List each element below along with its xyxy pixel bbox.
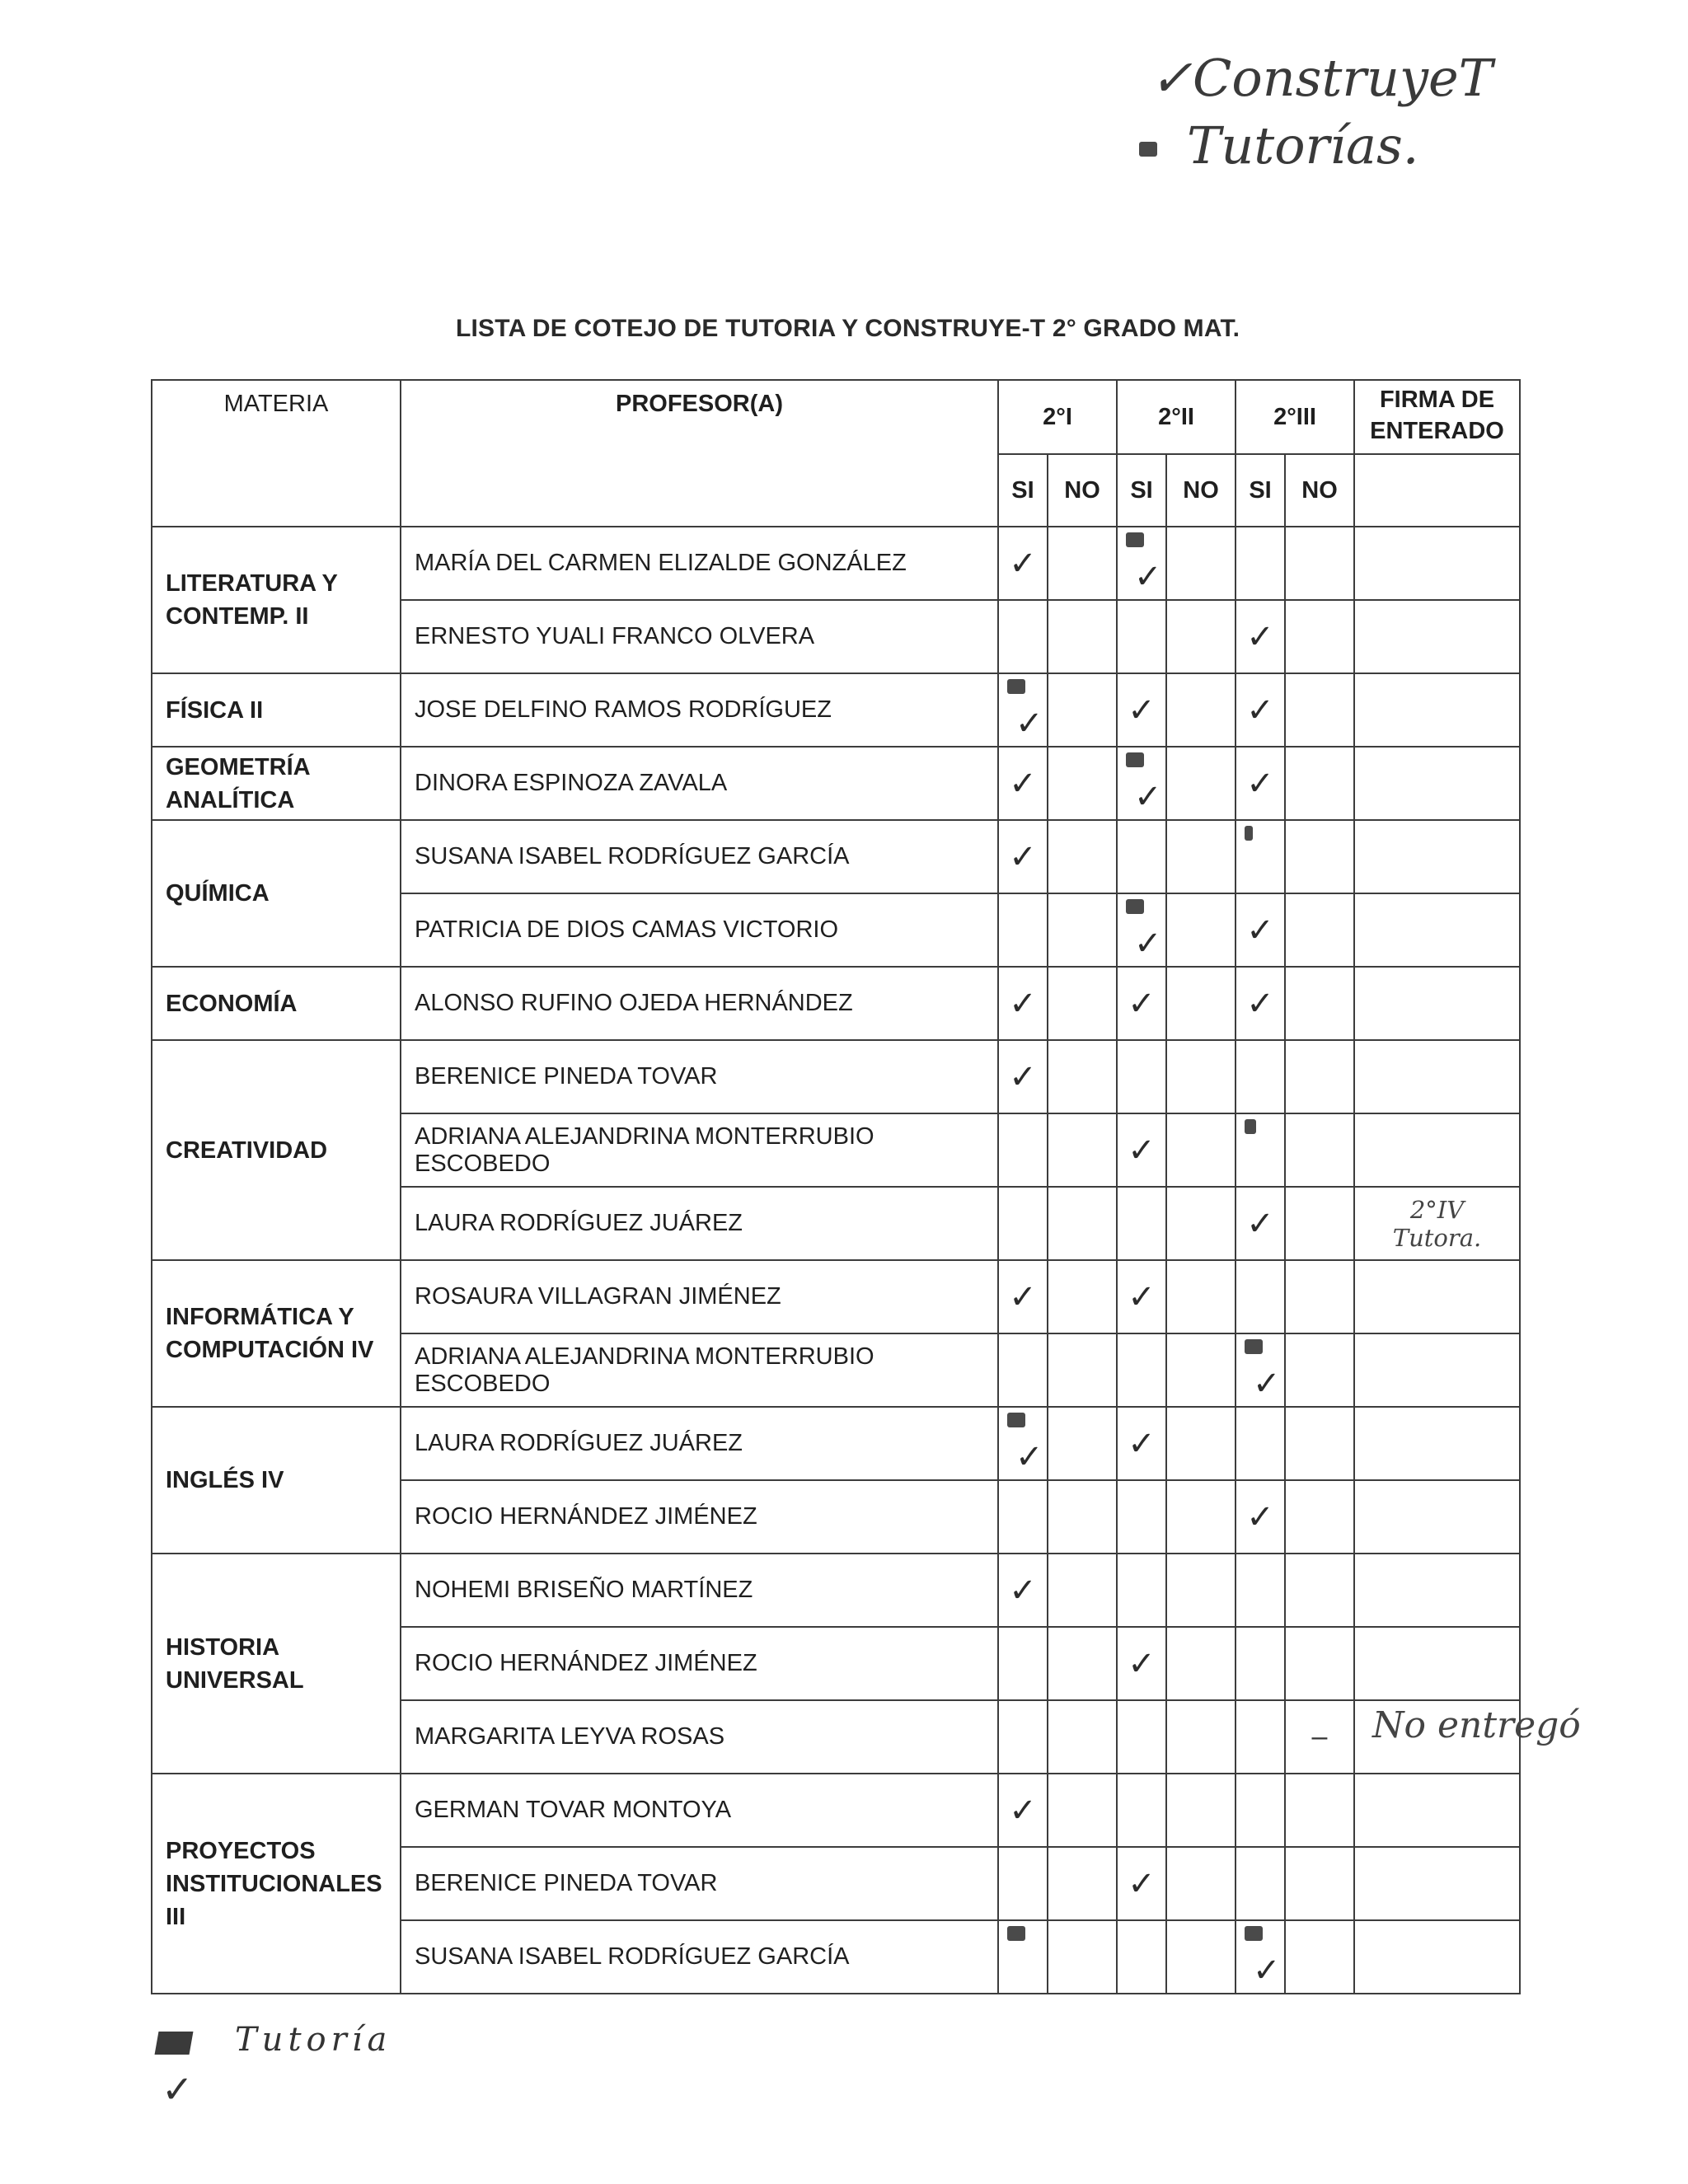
check-mark: ✓ [1015, 705, 1043, 743]
check-mark: ✓ [1009, 1571, 1037, 1610]
subject-historia: HISTORIA UNIVERSAL [152, 1554, 401, 1774]
teacher-name: MARGARITA LEYVA ROSAS [401, 1700, 998, 1774]
subject-geometria: GEOMETRÍA ANALÍTICA [152, 747, 401, 820]
header-no: NO [1166, 454, 1236, 527]
header-no: NO [1048, 454, 1117, 527]
teacher-name: JOSE DELFINO RAMOS RODRÍGUEZ [401, 673, 998, 747]
subject-creatividad: CREATIVIDAD [152, 1040, 401, 1260]
cell-2i-si [998, 1920, 1048, 1994]
teacher-name: NOHEMI BRISEÑO MARTÍNEZ [401, 1554, 998, 1627]
check-mark: ✓ [1253, 1365, 1281, 1403]
teacher-name: LAURA RODRÍGUEZ JUÁREZ [401, 1187, 998, 1260]
handwritten-note-no-entrego: No entregó [1372, 1704, 1581, 1746]
cell-2i-si [998, 967, 1048, 1040]
header-firma-blank [1354, 454, 1520, 527]
check-mark: ✓ [1128, 1424, 1156, 1463]
teacher-name: MARÍA DEL CARMEN ELIZALDE GONZÁLEZ [401, 527, 998, 600]
check-mark: ✓ [1009, 984, 1037, 1023]
teacher-name: ROCIO HERNÁNDEZ JIMÉNEZ [401, 1627, 998, 1700]
cell-2iii-si [1236, 600, 1285, 673]
cell-2iii-si [1236, 1113, 1285, 1187]
check-mark: ✓ [1253, 1952, 1281, 1990]
cell-2ii-si [1117, 1260, 1166, 1333]
subject-quimica: QUÍMICA [152, 820, 401, 967]
check-mark: ✓ [1128, 1864, 1156, 1903]
check-mark: ✓ [1009, 1057, 1037, 1096]
check-mark: ✓ [1134, 778, 1162, 816]
check-mark: ✓ [1246, 764, 1274, 803]
check-mark: ✓ [1128, 984, 1156, 1023]
cell-2iii-si [1236, 1333, 1285, 1407]
cell-2i-si [998, 1407, 1048, 1480]
page-title: LISTA DE COTEJO DE TUTORIA Y CONSTRUYE-T 2° GRADO MAT. [456, 315, 1240, 342]
teacher-name: ADRIANA ALEJANDRINA MONTERRUBIO ESCOBEDO [401, 1113, 998, 1187]
tutoria-square-icon [1126, 532, 1144, 547]
cell-2ii-si [1117, 967, 1166, 1040]
header-firma: FIRMA DE ENTERADO [1354, 380, 1520, 454]
cell-2i-si [998, 1774, 1048, 1847]
handwritten-note-construyet: ✓ConstruyeT [1150, 48, 1493, 108]
cell-2i-si [998, 820, 1048, 893]
teacher-name: ALONSO RUFINO OJEDA HERNÁNDEZ [401, 967, 998, 1040]
check-mark: ✓ [1009, 764, 1037, 803]
header-si: SI [998, 454, 1048, 527]
cell-2i-si [998, 673, 1048, 747]
tutoria-square-icon [1126, 752, 1144, 767]
teacher-name: SUSANA ISABEL RODRÍGUEZ GARCÍA [401, 1920, 998, 1994]
check-mark: ✓ [1134, 558, 1162, 596]
tutoria-square-icon [1139, 142, 1157, 157]
cell-2iii-no [1285, 1700, 1354, 1774]
check-mark: ✓ [1009, 1277, 1037, 1316]
cell-2ii-si [1117, 1847, 1166, 1920]
teacher-name: LAURA RODRÍGUEZ JUÁREZ [401, 1407, 998, 1480]
firma-note: 2°IV Tutora. [1354, 1187, 1520, 1260]
cell-2iii-si [1236, 893, 1285, 967]
cell-2ii-si [1117, 893, 1166, 967]
cell-2ii-si [1117, 673, 1166, 747]
check-mark: ✓ [1128, 1277, 1156, 1316]
header-profesor: PROFESOR(A) [401, 380, 998, 527]
check-mark: ✓ [1246, 1497, 1274, 1536]
tutoria-square-icon [1126, 899, 1144, 914]
check-mark: ✓ [1015, 1438, 1043, 1476]
cell-2ii-si [1117, 1407, 1166, 1480]
teacher-name: ROCIO HERNÁNDEZ JIMÉNEZ [401, 1480, 998, 1554]
header-group-2iii: 2°III [1236, 380, 1354, 454]
cell-2iii-si [1236, 1920, 1285, 1994]
cell-2i-si [998, 527, 1048, 600]
check-mark: ✓ [1134, 925, 1162, 963]
cell-2ii-si [1117, 747, 1166, 820]
subject-proyectos: PROYECTOS INSTITUCIONALES III [152, 1774, 401, 1994]
header-si: SI [1117, 454, 1166, 527]
header-materia: MATERIA [152, 380, 401, 527]
cell-2iii-si [1236, 673, 1285, 747]
cell-2iii-si [1236, 1187, 1285, 1260]
check-mark: ✓ [1128, 1644, 1156, 1683]
subject-economia: ECONOMÍA [152, 967, 401, 1040]
legend-tutoria-label: Tutoría [235, 2021, 392, 2059]
tutoria-square-icon [1245, 1119, 1256, 1134]
tutoria-square-icon [1245, 1926, 1263, 1941]
tutoria-square-icon [1007, 1926, 1025, 1941]
teacher-name: SUSANA ISABEL RODRÍGUEZ GARCÍA [401, 820, 998, 893]
cell-2iii-si [1236, 1480, 1285, 1554]
tutoria-square-icon [1245, 1339, 1263, 1354]
subject-fisica: FÍSICA II [152, 673, 401, 747]
check-mark: ✓ [1246, 691, 1274, 729]
cell-2i-si [998, 747, 1048, 820]
dash-mark: – [1311, 1721, 1328, 1752]
cell-2i-si [998, 1554, 1048, 1627]
teacher-name: BERENICE PINEDA TOVAR [401, 1847, 998, 1920]
tutoria-square-icon [1245, 826, 1253, 841]
cell-2iii-si [1236, 747, 1285, 820]
legend-square-icon [155, 2032, 194, 2055]
teacher-name: ERNESTO YUALI FRANCO OLVERA [401, 600, 998, 673]
cell-2ii-si [1117, 527, 1166, 600]
check-mark: ✓ [1128, 691, 1156, 729]
check-mark: ✓ [1246, 1204, 1274, 1243]
subject-ingles: INGLÉS IV [152, 1407, 401, 1554]
subject-literatura: LITERATURA Y CONTEMP. II [152, 527, 401, 673]
header-si: SI [1236, 454, 1285, 527]
check-mark: ✓ [1009, 837, 1037, 876]
tutoria-square-icon [1007, 679, 1025, 694]
tutoria-square-icon [1007, 1413, 1025, 1427]
cell-2i-si [998, 1260, 1048, 1333]
check-mark: ✓ [1128, 1131, 1156, 1169]
legend-check-icon: ✓ [162, 2067, 194, 2111]
header-group-2ii: 2°II [1117, 380, 1236, 454]
check-mark: ✓ [1246, 911, 1274, 949]
teacher-name: PATRICIA DE DIOS CAMAS VICTORIO [401, 893, 998, 967]
handwritten-note-tutorias: Tutorías. [1187, 115, 1419, 176]
header-group-2i: 2°I [998, 380, 1117, 454]
cell-2i-si [998, 1040, 1048, 1113]
teacher-name: ROSAURA VILLAGRAN JIMÉNEZ [401, 1260, 998, 1333]
check-mark: ✓ [1009, 1791, 1037, 1830]
check-mark: ✓ [1246, 617, 1274, 656]
cell-2iii-si [1236, 967, 1285, 1040]
check-mark: ✓ [1009, 544, 1037, 583]
teacher-name: DINORA ESPINOZA ZAVALA [401, 747, 998, 820]
header-no: NO [1285, 454, 1354, 527]
teacher-name: ADRIANA ALEJANDRINA MONTERRUBIO ESCOBEDO [401, 1333, 998, 1407]
teacher-name: BERENICE PINEDA TOVAR [401, 1040, 998, 1113]
cell-2ii-si [1117, 1113, 1166, 1187]
teacher-name: GERMAN TOVAR MONTOYA [401, 1774, 998, 1847]
subject-informatica: INFORMÁTICA Y COMPUTACIÓN IV [152, 1260, 401, 1407]
checklist-table [151, 379, 1521, 1994]
cell-2iii-si [1236, 820, 1285, 893]
cell-2ii-si [1117, 1627, 1166, 1700]
check-mark: ✓ [1246, 984, 1274, 1023]
